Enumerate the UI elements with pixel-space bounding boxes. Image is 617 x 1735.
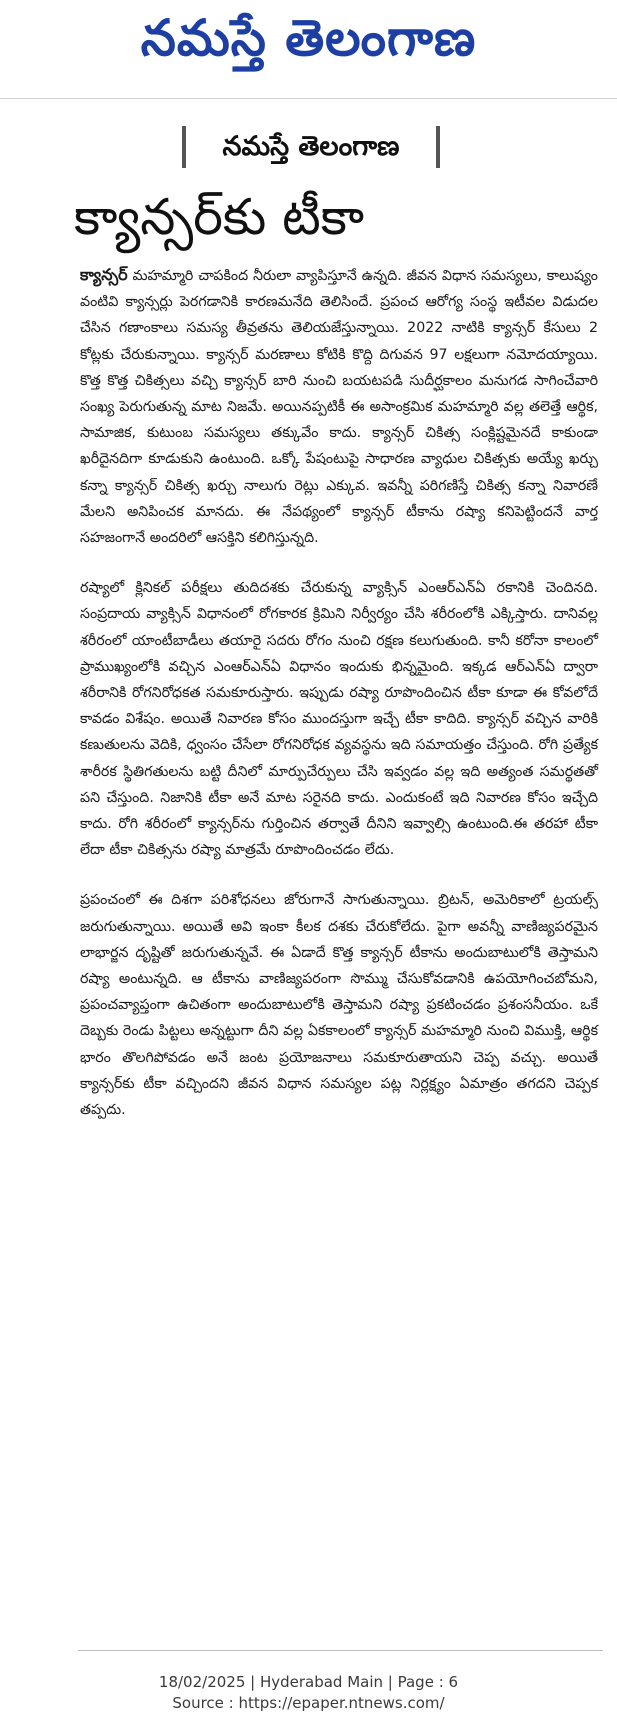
column-bar-right xyxy=(436,126,440,168)
article-paragraph-3: ప్రపంచంలో ఈ దిశగా పరిశోధనలు జోరుగానే సాగుతున్నాయి. బ్రిటన్, అమెరికాలో ట్రయల్స్ జరుగుతున్నాయి. అయితే అవి ఇంకా కీలక దశకు చేరుకోలేదు. పైగా అవన్నీ వాణిజ్యపరమైన లాభార్జన దృష్టితో జరుగుతున్నవే. ఈ ఏడాదే కొత్త క్యాన్సర్ టీకాను అందుబాటులోకి తెస్తామని రష్యా అంటున్నది. ఆ టీకాను వాణిజ్యపరంగా సొమ్ము చేసుకోవడానికి ఉపయోగించబోమని, ప్రపంచవ్యాప్తంగా ఉచితంగా అందుబాటులోకి తెస్తామని రష్యా ప్రకటించడం ప్రశంసనీయం. ఒకే దెబ్బకు రెండు పిట్టలు అన్నట్టుగా దీని వల్ల ఏకకాలంలో క్యాన్సర్ మహమ్మారి నుంచి విముక్తి, ఆర్థిక భారం తొలగిపోవడం అనే జంట ప్రయోజనాలు సమకూరుతాయని చెప్ప వచ్చు. అయితే క్యాన్సర్‌కు టీకా వచ్చిందని జీవన విధాన సమస్యల పట్ల నిర్లక్ష్యం ఏమాత్రం తగదని చెప్పక తప్పదు. xyxy=(80,892,598,1119)
lead-word: క్యాన్సర్ xyxy=(80,265,128,284)
article-headline: క్యాన్సర్‌కు టీకా xyxy=(74,188,365,246)
footer-divider xyxy=(78,1650,603,1651)
footer-date-edition: 18/02/2025 | Hyderabad Main | Page : 6 xyxy=(158,1673,459,1691)
masthead-logo: నమస్తే తెలంగాణ xyxy=(140,9,477,67)
masthead-divider xyxy=(0,98,617,99)
column-bar-left xyxy=(182,126,186,168)
paragraph-1-text: మహమ్మారి చాపకింద నీరులా వ్యాపిస్తూనే ఉన్నది. జీవన విధాన సమస్యలు, కాలుష్యం వంటివి క్యాన్సర్లు పెరగడానికి కారణమనేది తెలిసిందే. ప్రపంచ ఆరోగ్య సంస్థ ఇటీవల విడుదల చేసిన గణాంకాలు సమస్య తీవ్రతను తెలియజేస్తున్నాయి. 2022 నాటికి క్యాన్సర్ కేసులు 2 కోట్లకు చేరుకున్నాయి. క్యాన్సర్ మరణాలు కోటికి కొద్ది దిగువన 97 లక్షలుగా నమోదయ్యాయి. కొత్త కొత్త చికిత్సలు వచ్చి క్యాన్సర్ బారి నుంచి బయటపడి సుదీర్ఘకాలం మనుగడ సాగించేవారి సంఖ్య పెరుగుతున్న మాట నిజమే. అయినప్పటికీ ఈ అసాంక్రమిక మహమ్మారి వల్ల తలెత్తే ఆర్థిక, సామాజిక, కుటుంబ సమస్యలు తక్కువేం కాదు. క్యాన్సర్ చికిత్స సంక్లిష్టమైనదే కాకుండా ఖరీదైనదిగా కూడుకుని ఉంటుంది. ఒక్కో పేషంటుపై సాధారణ వ్యాధుల చికిత్సకు అయ్యే ఖర్చు కన్నా క్యాన్సర్ చికిత్స ఖర్చు నాలుగు రెట్లు ఎక్కువ. ఇవన్నీ పరిగణిస్తే చికిత్స కన్నా నివారణే మేలని అనిపించక మానదు. ఈ నేపథ్యంలో క్యాన్సర్ టీకాను రష్యా కనిపెట్టిందనే వార్త సహజంగానే అందరిలో ఆసక్తిని కలిగిస్తున్నది. xyxy=(80,268,598,547)
footer xyxy=(0,1672,617,1714)
article-paragraph-1 xyxy=(80,262,598,551)
column-header xyxy=(0,122,617,172)
column-tag: నమస్తే తెలంగాణ xyxy=(222,131,400,162)
article-body xyxy=(80,262,598,1147)
footer-source: Source : https://epaper.ntnews.com/ xyxy=(172,1694,445,1712)
masthead xyxy=(0,8,617,68)
article-paragraph-2: రష్యాలో క్లినికల్ పరీక్షలు తుదిదశకు చేరుకున్న వ్యాక్సిన్ ఎంఆర్ఎన్ఏ రకానికి చెందినది. సంప్రదాయ వ్యాక్సిన్ విధానంలో రోగకారక క్రిమిని నిర్వీర్యం చేసి శరీరంలోకి ఎక్కిస్తారు. దానివల్ల శరీరంలో యాంటీబాడీలు తయారై సదరు రోగం నుంచి రక్షణ కలుగుతుంది. కానీ కరోనా కాలంలో ప్రాముఖ్యంలోకి వచ్చిన ఎంఆర్ఎన్ఏ విధానం ఇందుకు భిన్నమైంది. ఇక్కడ ఆర్ఎన్ఏ ద్వారా శరీరానికి రోగనిరోధకత సమకూరుస్తారు. ఇప్పుడు రష్యా రూపొందించిన టీకా కూడా ఈ కోవలోదే కావడం విశేషం. అయితే నివారణ కోసం ముందస్తుగా ఇచ్చే టీకా కాదిది. క్యాన్సర్ వచ్చిన వారికి కణుతులను వెదికి, ధ్వంసం చేసేలా రోగనిరోధక వ్యవస్థను ఇది సమాయత్తం చేస్తుంది. రోగి ప్రత్యేక శారీరక స్థితిగతులను బట్టి దీనిలో మార్పుచేర్పులు చేసి ఇవ్వడం వల్ల ఇది అత్యంత సమర్థతతో పని చేస్తుంది. నిజానికి టీకా అనే మాట సరైనది కాదు. ఎందుకంటే ఇది నివారణ కోసం ఇచ్చేది కాదు. రోగి శరీరంలో క్యాన్సర్‌ను గుర్తించిన తర్వాతే దీనిని ఇవ్వాల్సి ఉంటుంది.ఈ తరహా టీకా లేదా టీకా చికిత్సను రష్యా మాత్రమే రూపొందించడం లేదు. xyxy=(80,580,598,859)
